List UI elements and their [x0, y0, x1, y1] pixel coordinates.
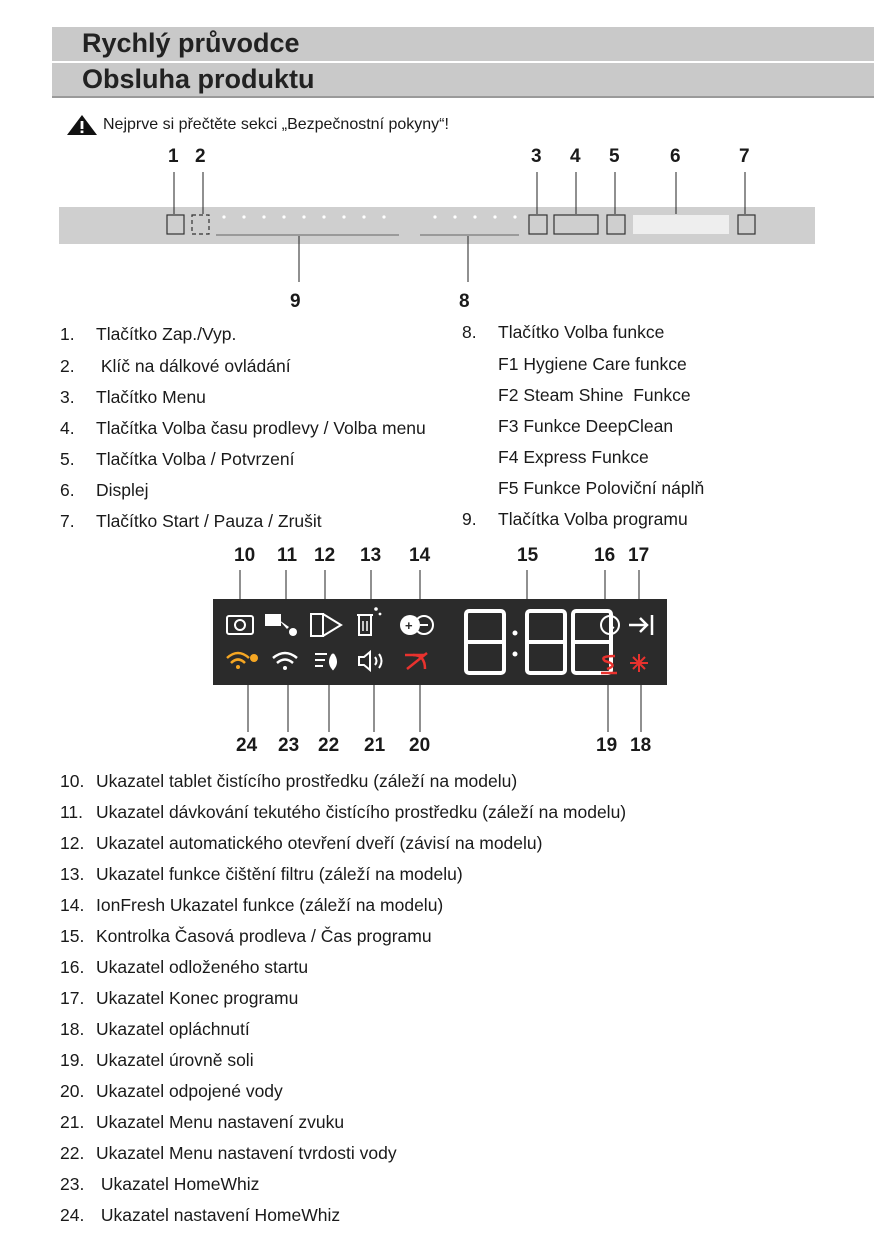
rinse-aid-icon	[630, 654, 648, 672]
menu-button[interactable]	[529, 215, 547, 234]
callout-13: 13	[360, 545, 382, 566]
callout-20: 20	[409, 735, 431, 756]
list-item: 14. IonFresh Ukazatel funkce (záleží na modelu)	[60, 895, 444, 915]
list-item: 20. Ukazatel odpojené vody	[60, 1081, 283, 1101]
function-item: F1 Hygiene Care funkce	[498, 354, 687, 374]
list-item: 23. Ukazatel HomeWhiz	[60, 1174, 260, 1194]
time-digits	[466, 611, 611, 673]
delay-menu-buttons[interactable]	[554, 215, 598, 234]
function-item: F5 Funkce Poloviční náplň	[498, 478, 705, 498]
svg-text:+: +	[405, 618, 413, 633]
list-item: 24. Ukazatel nastavení HomeWhiz	[60, 1205, 341, 1225]
callout-24: 24	[236, 735, 258, 756]
list-item: 7. Tlačítko Start / Pauza / Zrušit	[60, 511, 322, 531]
section-title: Obsluha produktu	[82, 64, 315, 94]
list-item: 18. Ukazatel opláchnutí	[60, 1019, 250, 1039]
callout-1: 1	[168, 146, 179, 167]
sound-menu-icon	[359, 652, 382, 670]
filter-clean-icon	[357, 607, 381, 635]
warning-text: Nejprve si přečtěte sekci „Bezpečnostní pokyny“!	[103, 116, 449, 133]
list-item: 5. Tlačítka Volba / Potvrzení	[60, 449, 295, 469]
callout-19: 19	[596, 735, 618, 756]
callout-3: 3	[531, 146, 542, 167]
list-item: 11. Ukazatel dávkování tekutého čistícího prostředku (záleží na modelu)	[60, 802, 627, 822]
list-item: 19. Ukazatel úrovně soli	[60, 1050, 254, 1070]
callout-22: 22	[318, 735, 340, 756]
callout-7: 7	[739, 146, 750, 167]
list-item: 6. Displej	[60, 480, 149, 500]
callout-14: 14	[409, 545, 431, 566]
water-hardness-icon	[315, 654, 336, 669]
callout-4: 4	[570, 146, 581, 167]
program-leds	[222, 215, 385, 218]
callout-2: 2	[195, 146, 206, 167]
list-item: 13. Ukazatel funkce čištění filtru (záleží na modelu)	[60, 864, 463, 884]
list-item: 2. Klíč na dálkové ovládání	[60, 356, 291, 376]
function-leds	[433, 215, 516, 218]
list-item: 12. Ukazatel automatického otevření dveří (závisí na modelu)	[60, 833, 543, 853]
remote-key-button[interactable]	[192, 215, 209, 234]
list-item: 8. Tlačítko Volba funkce	[462, 322, 665, 342]
callout-12: 12	[314, 545, 336, 566]
indicator-display	[213, 599, 667, 685]
callout-23: 23	[278, 735, 300, 756]
function-item: F4 Express Funkce	[498, 447, 649, 467]
homewhiz-icon	[273, 653, 297, 670]
water-disconnected-icon	[405, 653, 427, 669]
callout-21: 21	[364, 735, 386, 756]
auto-door-open-icon	[311, 614, 341, 636]
guide-title: Rychlý průvodce	[82, 28, 300, 58]
callout-17: 17	[628, 545, 650, 566]
callout-18: 18	[630, 735, 652, 756]
list-item: 15. Kontrolka Časová prodleva / Čas programu	[60, 926, 432, 946]
callout-8: 8	[459, 291, 470, 312]
select-confirm-button[interactable]	[607, 215, 625, 234]
list-item: 10. Ukazatel tablet čistícího prostředku (záleží na modelu)	[60, 771, 518, 791]
function-item: F2 Steam Shine Funkce	[498, 385, 691, 405]
list-item: 4. Tlačítka Volba času prodlevy / Volba menu	[60, 418, 426, 438]
control-panel-lines	[0, 0, 874, 320]
list-item: 22. Ukazatel Menu nastavení tvrdosti vody	[60, 1143, 397, 1163]
list-item: 21. Ukazatel Menu nastavení zvuku	[60, 1112, 345, 1132]
on-off-button[interactable]	[167, 215, 184, 234]
callout-6: 6	[670, 146, 681, 167]
callout-10: 10	[234, 545, 256, 566]
function-item: F3 Funkce DeepClean	[498, 416, 674, 436]
start-pause-cancel-button[interactable]	[738, 215, 755, 234]
list-item: 1. Tlačítko Zap./Vyp.	[60, 324, 237, 344]
ionfresh-icon	[400, 615, 433, 635]
liquid-detergent-icon	[265, 614, 297, 636]
list-item: 3. Tlačítko Menu	[60, 387, 206, 407]
detergent-tablet-icon	[227, 616, 253, 634]
control-panel-buttons	[59, 207, 815, 244]
homewhiz-settings-icon	[227, 653, 258, 669]
callout-9: 9	[290, 291, 301, 312]
callout-16: 16	[594, 545, 616, 566]
display-window	[633, 215, 729, 234]
list-item: 16. Ukazatel odloženého startu	[60, 957, 309, 977]
callout-11: 11	[277, 545, 298, 566]
list-item: 9. Tlačítka Volba programu	[462, 509, 688, 529]
callout-5: 5	[609, 146, 620, 167]
callout-15: 15	[517, 545, 539, 566]
program-end-icon	[629, 615, 652, 635]
list-item: 17. Ukazatel Konec programu	[60, 988, 299, 1008]
